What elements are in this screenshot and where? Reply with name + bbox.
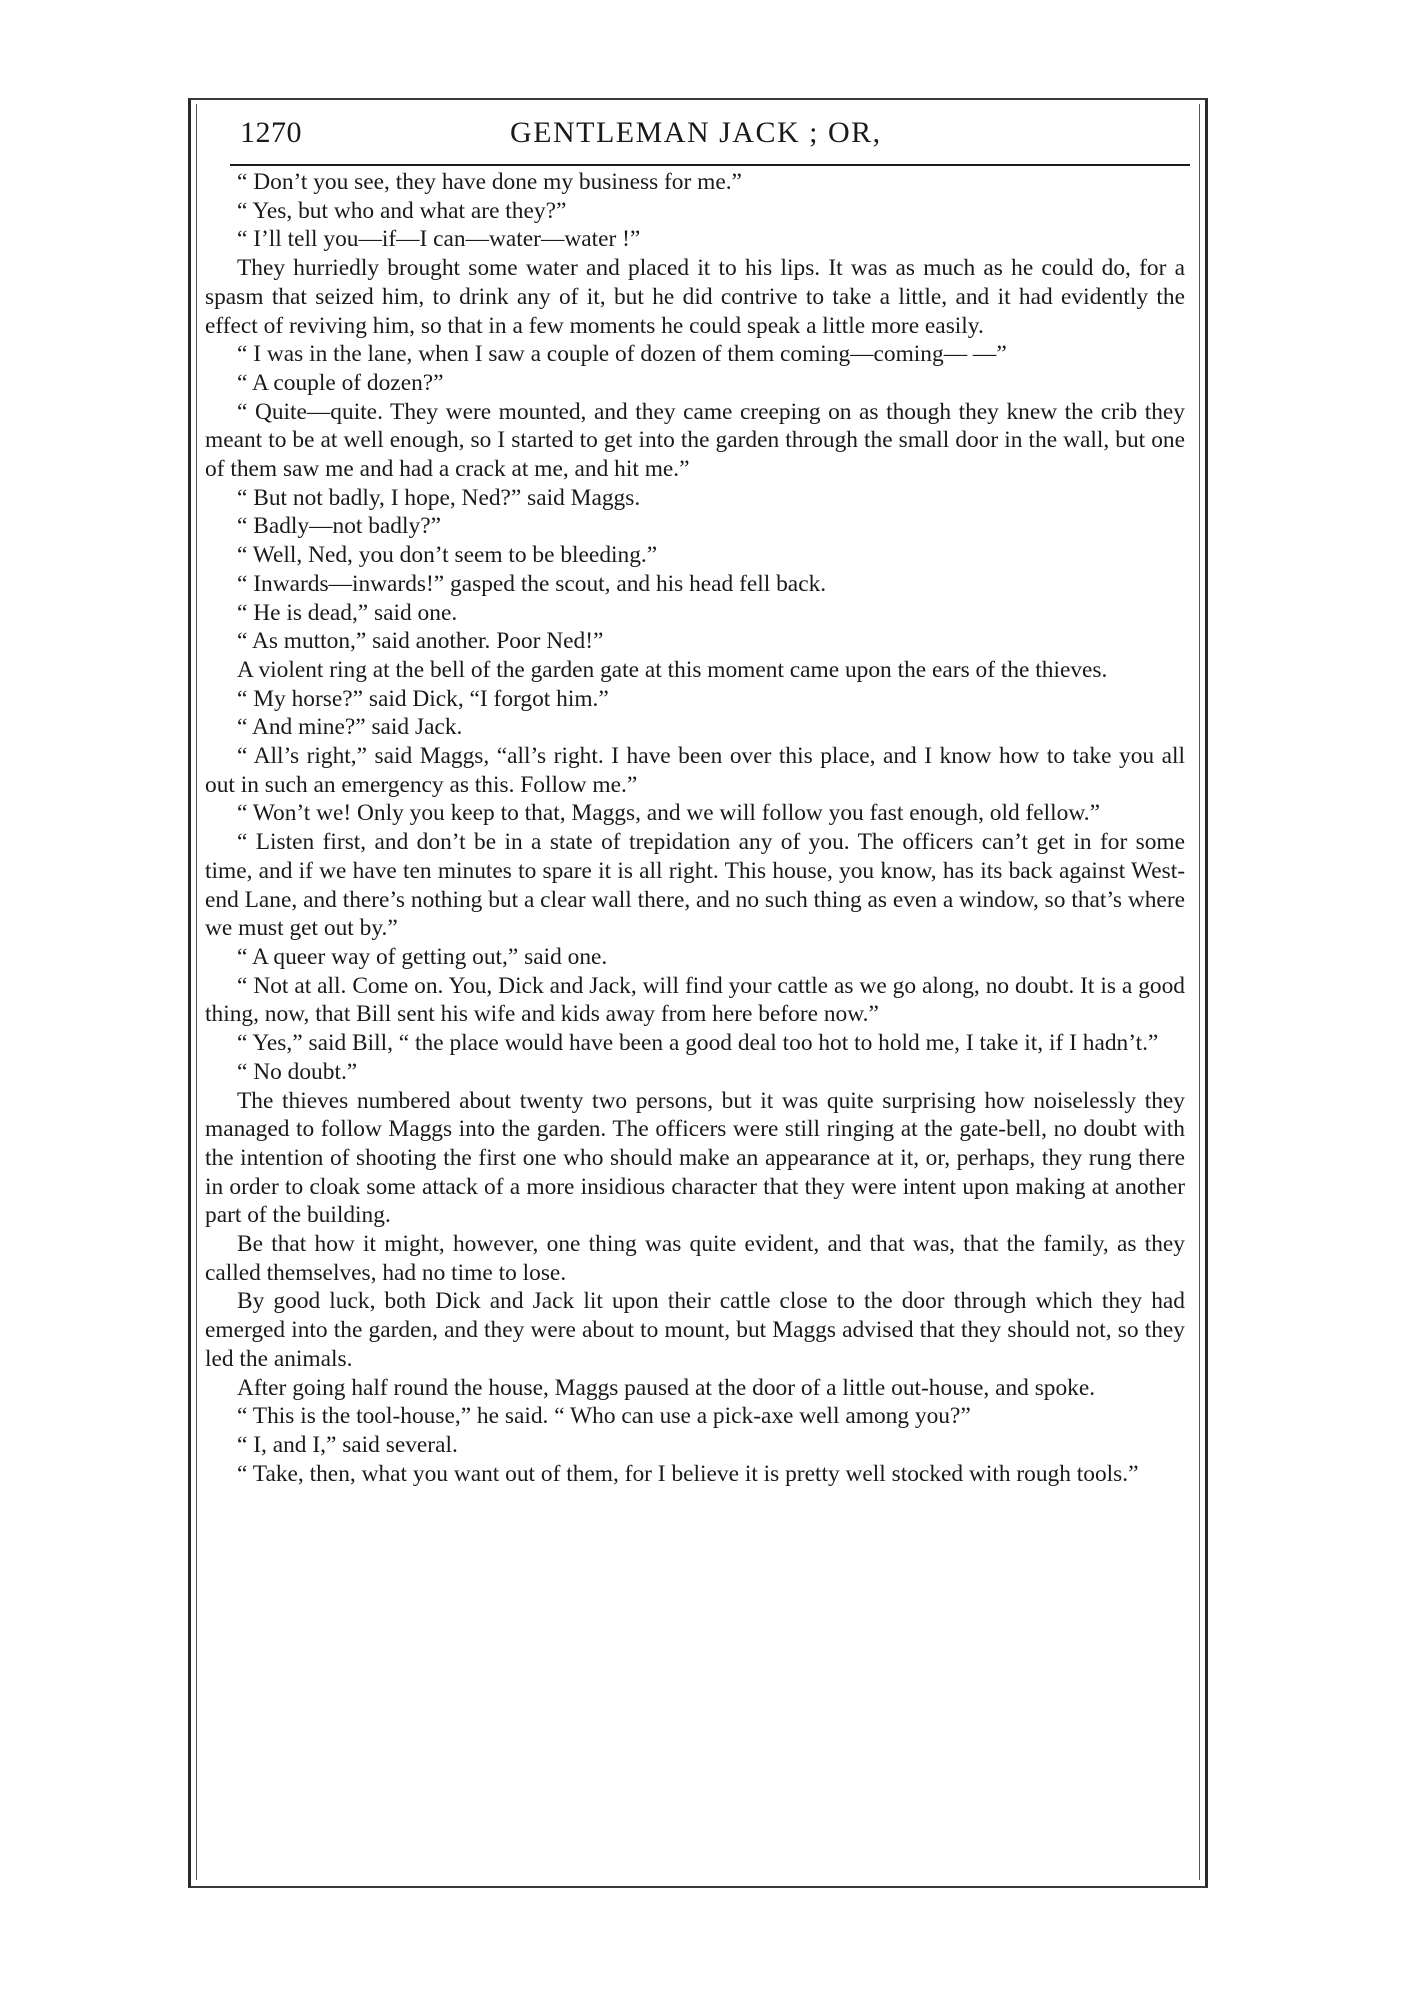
paragraph: “ Inwards—inwards!” gasped the scout, and his head fell back. bbox=[237, 570, 827, 597]
paragraph: “ I’ll tell you—if—I can—water—water !” bbox=[237, 226, 641, 253]
paragraph: They hurriedly brought some water and placed it to his lips. It was as much as he could do, for a spasm that seized him, to drink any of it, but he did contrive to take a little, and it had evidently the effect of reviving him, so that in a few moments he could speak a little more easily. bbox=[205, 255, 1185, 339]
paragraph: “ Won’t we! Only you keep to that, Maggs, and we will follow you fast enough, old fellow.” bbox=[237, 800, 1100, 827]
paragraph: By good luck, both Dick and Jack lit upon their cattle close to the door through which they had emerged into the garden, and they were about to mount, but Maggs advised that they should not, so they led the animals. bbox=[205, 1288, 1185, 1372]
paragraph: “ And mine?” said Jack. bbox=[237, 714, 463, 741]
paragraph: Be that how it might, however, one thing was quite evident, and that was, that the family, as they called themselves, had no time to lose. bbox=[205, 1231, 1185, 1286]
paragraph: “ Yes,” said Bill, “ the place would have been a good deal too hot to hold me, I take it, if I hadn’t.” bbox=[237, 1030, 1159, 1057]
paragraph: After going half round the house, Maggs paused at the door of a little out-house, and spoke. bbox=[237, 1374, 1096, 1401]
paragraph: “ Well, Ned, you don’t seem to be bleeding.” bbox=[237, 542, 658, 569]
running-title: GENTLEMAN JACK ; OR, bbox=[510, 116, 882, 149]
paragraph: “ He is dead,” said one. bbox=[237, 599, 458, 626]
running-head bbox=[240, 112, 1170, 162]
page-number: 1270 bbox=[240, 116, 302, 149]
paragraph: “ No doubt.” bbox=[237, 1058, 358, 1085]
paragraph: “ Don’t you see, they have done my business for me.” bbox=[237, 169, 742, 195]
paragraph: “ Badly—not badly?” bbox=[237, 513, 441, 540]
paragraph: A violent ring at the bell of the garden gate at this moment came upon the ears of the thieves. bbox=[237, 656, 1108, 683]
paragraph: “ But not badly, I hope, Ned?” said Maggs. bbox=[237, 484, 641, 511]
paragraph: “ I, and I,” said several. bbox=[237, 1431, 458, 1458]
paragraph: “ This is the tool-house,” he said. “ Who can use a pick-axe well among you?” bbox=[237, 1403, 971, 1430]
paragraph: “ Listen first, and don’t be in a state of trepidation any of you. The officers can’t get in for some time, and if we have ten minutes to spare it is all right. This house, you know, has its back against West-end Lane, and there’s nothing but a clear wall there, and no such thing as even a window, so that’s where we must get out by.” bbox=[205, 829, 1185, 942]
paragraph: “ Quite—quite. They were mounted, and they came creeping on as though they knew the crib they meant to be at well enough, so I started to get into the garden through the small door in the wall, but one of them saw me and had a crack at me, and hit me.” bbox=[205, 398, 1185, 483]
paragraph: “ Not at all. Come on. You, Dick and Jack, will find your cattle as we go along, no doubt. It is a good thing, now, that Bill sent his wife and kids away from here before now.” bbox=[205, 972, 1185, 1028]
header-rule bbox=[230, 164, 1190, 166]
paragraph: “ Take, then, what you want out of them, for I believe it is pretty well stocked with rough tools.” bbox=[237, 1460, 1139, 1487]
body-text bbox=[205, 168, 1185, 1488]
paragraph: “ My horse?” said Dick, “I forgot him.” bbox=[237, 685, 609, 712]
paragraph: The thieves numbered about twenty two persons, but it was quite surprising how noiselessly they managed to follow Maggs into the garden. The officers were still ringing at the gate-bell, no doubt with the intention of shooting the first one who should make an appearance at it, or, perhaps, they rung there in order to cloak some attack of a more insidious character that they were intent upon making at another part of the building. bbox=[205, 1087, 1185, 1229]
paragraph: “ A queer way of getting out,” said one. bbox=[237, 943, 608, 970]
paragraph: “ As mutton,” said another. Poor Ned!” bbox=[237, 628, 604, 655]
paragraph: “ A couple of dozen?” bbox=[237, 369, 444, 396]
paragraph: “ All’s right,” said Maggs, “all’s right. I have been over this place, and I know how to take you all out in such an emergency as this. Follow me.” bbox=[205, 743, 1185, 798]
paragraph: “ Yes, but who and what are they?” bbox=[237, 197, 567, 224]
paragraph: “ I was in the lane, when I saw a couple of dozen of them coming—coming— —” bbox=[237, 341, 1007, 368]
